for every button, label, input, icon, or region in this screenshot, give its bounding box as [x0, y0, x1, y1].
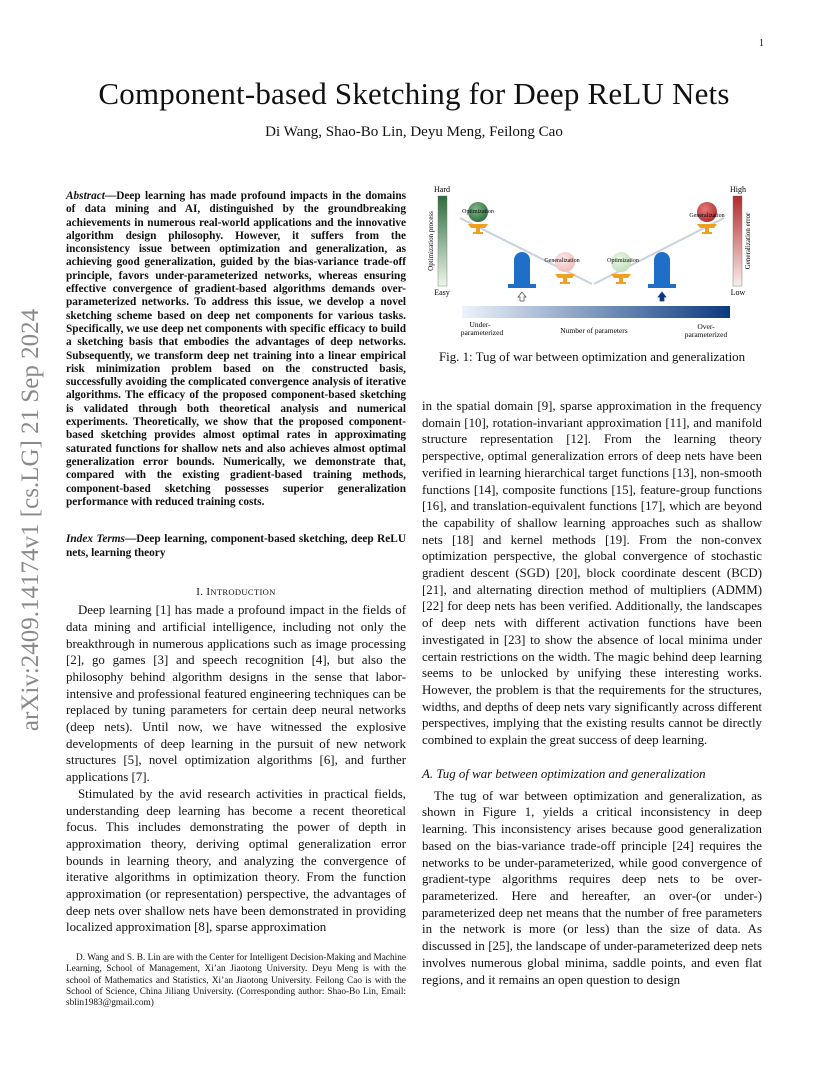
- abstract-label: Abstract: [66, 190, 105, 202]
- bottom-center-label: Number of parameters: [560, 326, 628, 335]
- index-terms: [66, 533, 406, 560]
- subsection-heading-a: A. Tug of war between optimization and generalization: [422, 766, 706, 781]
- arxiv-stamp-text: arXiv:2409.14174v1 [cs.LG] 21 Sep 2024: [17, 308, 44, 732]
- paper-title: Component-based Sketching for Deep ReLU Nets: [98, 76, 730, 111]
- right-axis-title: Generalization error: [744, 212, 752, 270]
- author-footnote: D. Wang and S. B. Lin are with the Center for Intelligent Decision-Making and Machine Learning, School of Management, Xi’an Jiaotong University. Deyu Meng is with the school of Mathematics and Statistics, Xi’an Jiaotong University. Feilong Cao is with the School of Science, China Jiliang University. (Corresponding author: Shao-Bo Lin, Email: sblin1983@gmail.com): [66, 953, 406, 1009]
- page-number: 1: [759, 38, 764, 49]
- right-top-label: High: [730, 185, 746, 194]
- intro-paragraph-2: Stimulated by the avid research activities in practical fields, understanding deep learning has become a recent theoretical focus. This includes demonstrating the power of depth in approximation theory, deriving optimal generalization error bounds in learning theory, and analyzing the convergence of iterative algorithms in optimization theory. From the function approximation (or representation) perspective, the advantages of deep nets over shallow nets have been demonstrated in providing localized approximation [8], sparse approximation: [66, 786, 406, 935]
- abstract: [66, 190, 406, 509]
- intro-paragraph-1: Deep learning [1] has made a profound impact in the fields of data mining and artificial intelligence, including not only the breakthrough in numerous applications such as image processing [2], go games [3] and speech recognition [4], but also the philosophy behind algorithm designs in the sense that labor-intensive and professional featured engineering techniques can be replaced by tuning parameters for certain deep neural networks (deep nets). Until now, we have witnessed the explosive developments of deep learning in the pursuit of new network structures [5], novel optimization algorithms [6], and further applications [7].: [66, 603, 406, 785]
- ball-label-optimization-right: Optimization: [607, 258, 639, 264]
- figure-caption: Fig. 1: Tug of war between optimization and generalization: [438, 350, 746, 364]
- right-fulcrum: [654, 252, 670, 284]
- section-title-initial: I: [206, 586, 211, 599]
- left-axis-title: Optimization process: [427, 211, 435, 271]
- up-arrow-outline-icon: [518, 292, 526, 301]
- abstract-text: —Deep learning has made profound impacts in the domains of data mining and AI, distinguished by the groundbreaking achievements in numerous real-world applications and the innovative algorithm design philosophy. However, it suffers from the inconsistency issue between optimization and generalization, as achieving good generalization, guided by the bias-variance trade-off principle, favors under-parameterized networks, whereas ensuring effective convergence of gradient-based algorithms demands over-parameterized networks. To address this issue, we develop a novel sketching scheme based on deep net components for various tasks. Specifically, we use deep net components with specific efficacy to build a sketching basis that embodies the advantages of deep networks. Subsequently, we transform deep net training into a linear empirical risk minimization problem based on the constructed basis, successfully avoiding the complicated convergence analysis of iterative algorithms. The efficacy of the proposed component-based sketching is validated through both theoretical analysis and numerical experiments. Theoretically, we show that the proposed component-based sketching provides almost optimal rates in approximating saturated functions for shallow nets and also achieves almost optimal generalization error bounds. Numerically, we demonstrate that, compared with the existing gradient-based training methods, component-based sketching possesses superior generalization performance with reduced training costs.: [66, 190, 406, 508]
- left-bottom-label: Easy: [434, 288, 450, 297]
- parameters-gradient-bar: [462, 306, 730, 318]
- ball-label-generalization-right: Generalization: [689, 213, 725, 219]
- bottom-right-label-2: parameterized: [684, 330, 728, 339]
- left-top-label: Hard: [434, 185, 450, 194]
- left-fulcrum: [514, 252, 530, 284]
- arxiv-stamp: [14, 260, 48, 780]
- section-title-rest: NTRODUCTION: [210, 587, 276, 598]
- section-heading-introduction: [66, 586, 406, 598]
- left-column: [66, 190, 406, 936]
- figure-tug-of-war: [422, 180, 762, 342]
- generalization-ball-dark: [697, 202, 717, 222]
- right-bottom-label: Low: [730, 288, 746, 297]
- seesaw-underparameterized: [460, 202, 592, 301]
- index-terms-text: —Deep learning, component-based sketching, deep ReLU nets, learning theory: [66, 533, 407, 559]
- up-arrow-filled-icon: [658, 292, 666, 301]
- right-column: [422, 398, 762, 988]
- bottom-left-label-2: parameterized: [460, 328, 504, 337]
- section-number: I.: [196, 586, 204, 599]
- paper-authors: Di Wang, Shao-Bo Lin, Deyu Meng, Feilong Cao: [265, 124, 563, 140]
- ball-label-generalization-left: Generalization: [544, 258, 580, 264]
- intro-paragraph-3: in the spatial domain [9], sparse approximation in the frequency domain [10], rotation-invariant approximation [11], and manifold structure representation [12]. From the learning theory perspective, optimal generalization errors of deep nets have been verified in learning hierarchical target functions [13], non-smooth functions [14], composite functions [15], feature-group functions [16], and translation-equivalent functions [17], which are beyond the capability of shallow learning approaches such as shallow nets [18] and kernel methods [19]. From the non-convex optimization perspective, the global convergence of stochastic gradient descent (SGD) [20], block coordinate descent (BCD) [21], and alternating direction method of multipliers (ADMM) [22] for deep nets has been verified. Additionally, the landscapes of deep nets with different activation functions have been investigated in [23] to show the absence of local minima under certain restrictions on the width. The magic behind deep learning seems to be unlocked by unifying these interesting works. However, the problem is that the requirements for the structures, widths, and depths of deep nets vary significantly across different perspectives, implying that the existing results cannot be directly combined to explain the great success of deep learning.: [422, 399, 762, 748]
- generalization-scale-bar: [733, 196, 742, 286]
- optimization-scale-bar: [438, 196, 447, 286]
- index-terms-label: Index Terms: [66, 533, 125, 546]
- subsection-a-paragraph-1: The tug of war between optimization and generalization, as shown in Figure 1, yields a critical inconsistency in deep learning. This inconsistency arises because good generalization based on the bias-variance trade-off principle [24] requires the networks to be under-parameterized, while good convergence of gradient-type algorithms requires deep nets to be over-parameterized. Here and hereafter, an over-(or under-) parameterized deep net means that the number of free parameters in the network is more (or less) than the size of data. As discussed in [25], the landscape of under-parameterized deep nets involves numerous global minima, saddle points, and even flat regions, and it remains an open question to design: [422, 788, 762, 987]
- bottom-right-label-1: Over-: [697, 322, 715, 331]
- bottom-left-label-1: Under-: [469, 320, 491, 329]
- ball-label-optimization-left: Optimization: [462, 209, 494, 215]
- seesaw-overparameterized: [594, 202, 725, 301]
